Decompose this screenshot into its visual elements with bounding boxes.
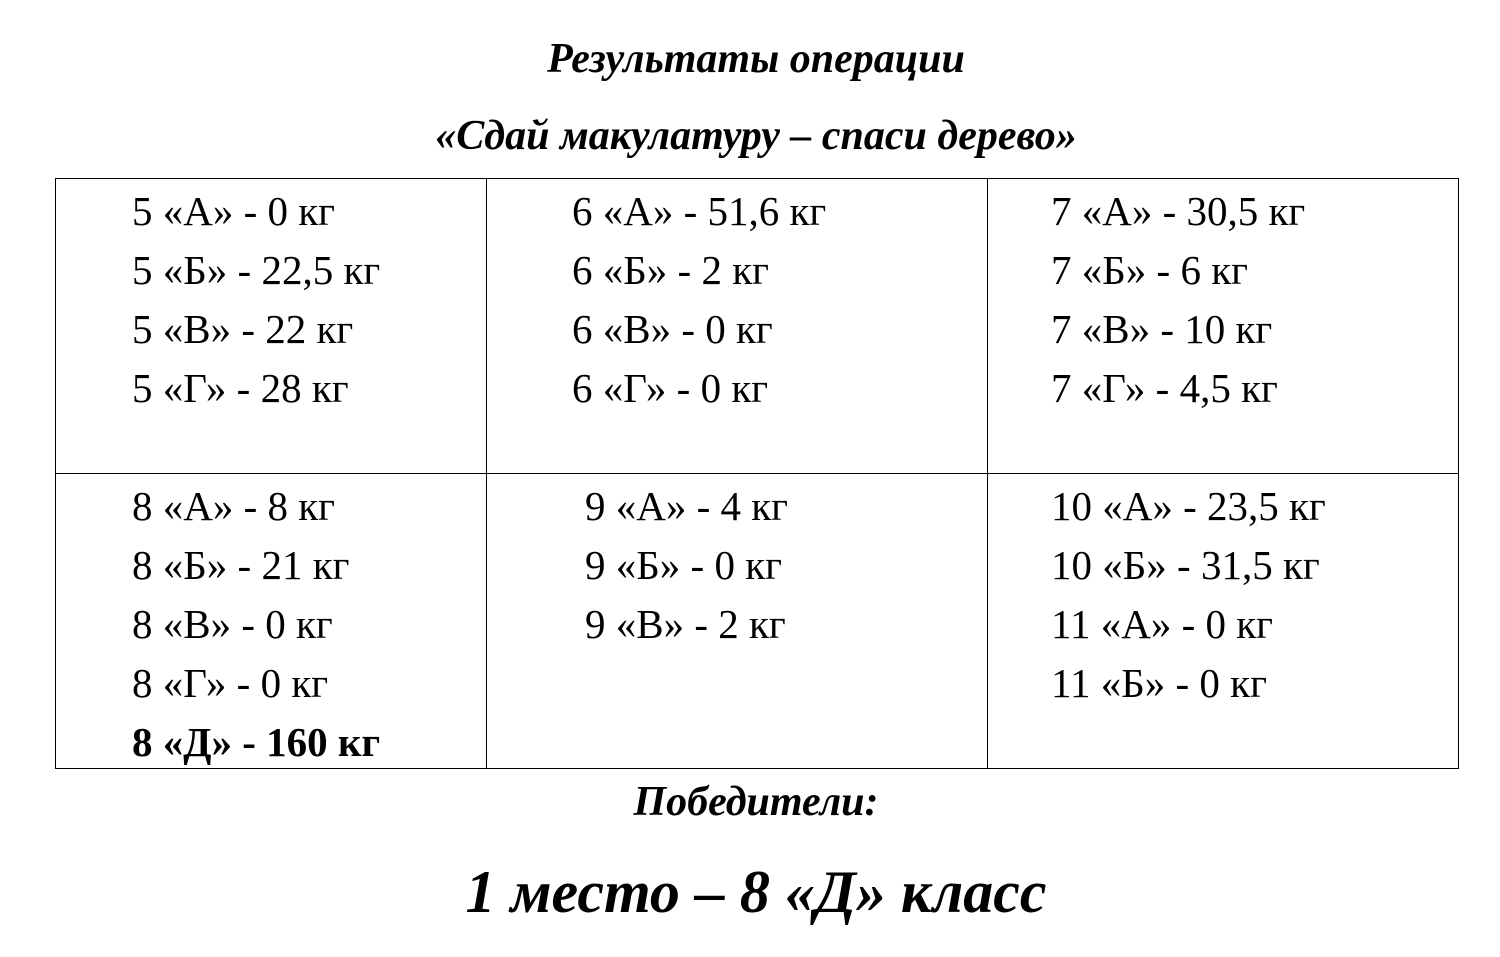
class-result: 11 «Б» - 0 кг [1051,660,1267,706]
class-result: 6 «А» - 51,6 кг [572,188,827,234]
results-cell-grade-8 [56,474,487,769]
class-result: 8 «Г» - 0 кг [132,660,329,706]
class-result: 8 «В» - 0 кг [132,601,333,647]
class-result: 5 «В» - 22 кг [132,306,354,352]
results-cell-grade-5 [56,179,487,474]
page-title-line-2: «Сдай макулатуру – спаси дерево» [435,113,1077,159]
class-result: 9 «А» - 4 кг [585,483,788,529]
class-list-grade-10-11 [1051,477,1326,713]
class-result: 7 «Б» - 6 кг [1051,247,1248,293]
results-cell-grade-6 [487,179,988,474]
class-result: 5 «Г» - 28 кг [132,365,349,411]
class-result: 7 «А» - 30,5 кг [1051,188,1306,234]
winners-heading: Победители: [633,779,879,825]
class-result-top: 8 «Д» - 160 кг [132,719,381,765]
class-result: 6 «Г» - 0 кг [572,365,769,411]
class-result: 8 «Б» - 21 кг [132,542,350,588]
first-place-line: 1 место – 8 «Д» класс [465,859,1047,925]
class-list-grade-8 [132,477,380,772]
results-cell-grade-7 [988,179,1459,474]
class-result: 5 «А» - 0 кг [132,188,335,234]
results-table [55,178,1459,769]
results-cell-grade-9 [487,474,988,769]
class-result: 7 «В» - 10 кг [1051,306,1273,352]
results-cell-grade-10-11 [988,474,1459,769]
class-result: 9 «В» - 2 кг [585,601,786,647]
class-result: 11 «А» - 0 кг [1051,601,1273,647]
class-result: 8 «А» - 8 кг [132,483,335,529]
class-list-grade-6 [572,182,826,418]
class-result: 10 «Б» - 31,5 кг [1051,542,1320,588]
class-list-grade-9 [585,477,788,654]
class-result: 6 «Б» - 2 кг [572,247,769,293]
table-row [56,179,1459,474]
class-list-grade-7 [1051,182,1305,418]
class-result: 6 «В» - 0 кг [572,306,773,352]
class-list-grade-5 [132,182,380,418]
class-result: 5 «Б» - 22,5 кг [132,247,381,293]
table-row [56,474,1459,769]
class-result: 10 «А» - 23,5 кг [1051,483,1326,529]
class-result: 9 «Б» - 0 кг [585,542,782,588]
class-result: 7 «Г» - 4,5 кг [1051,365,1278,411]
page-title-line-1: Результаты операции [547,36,965,82]
